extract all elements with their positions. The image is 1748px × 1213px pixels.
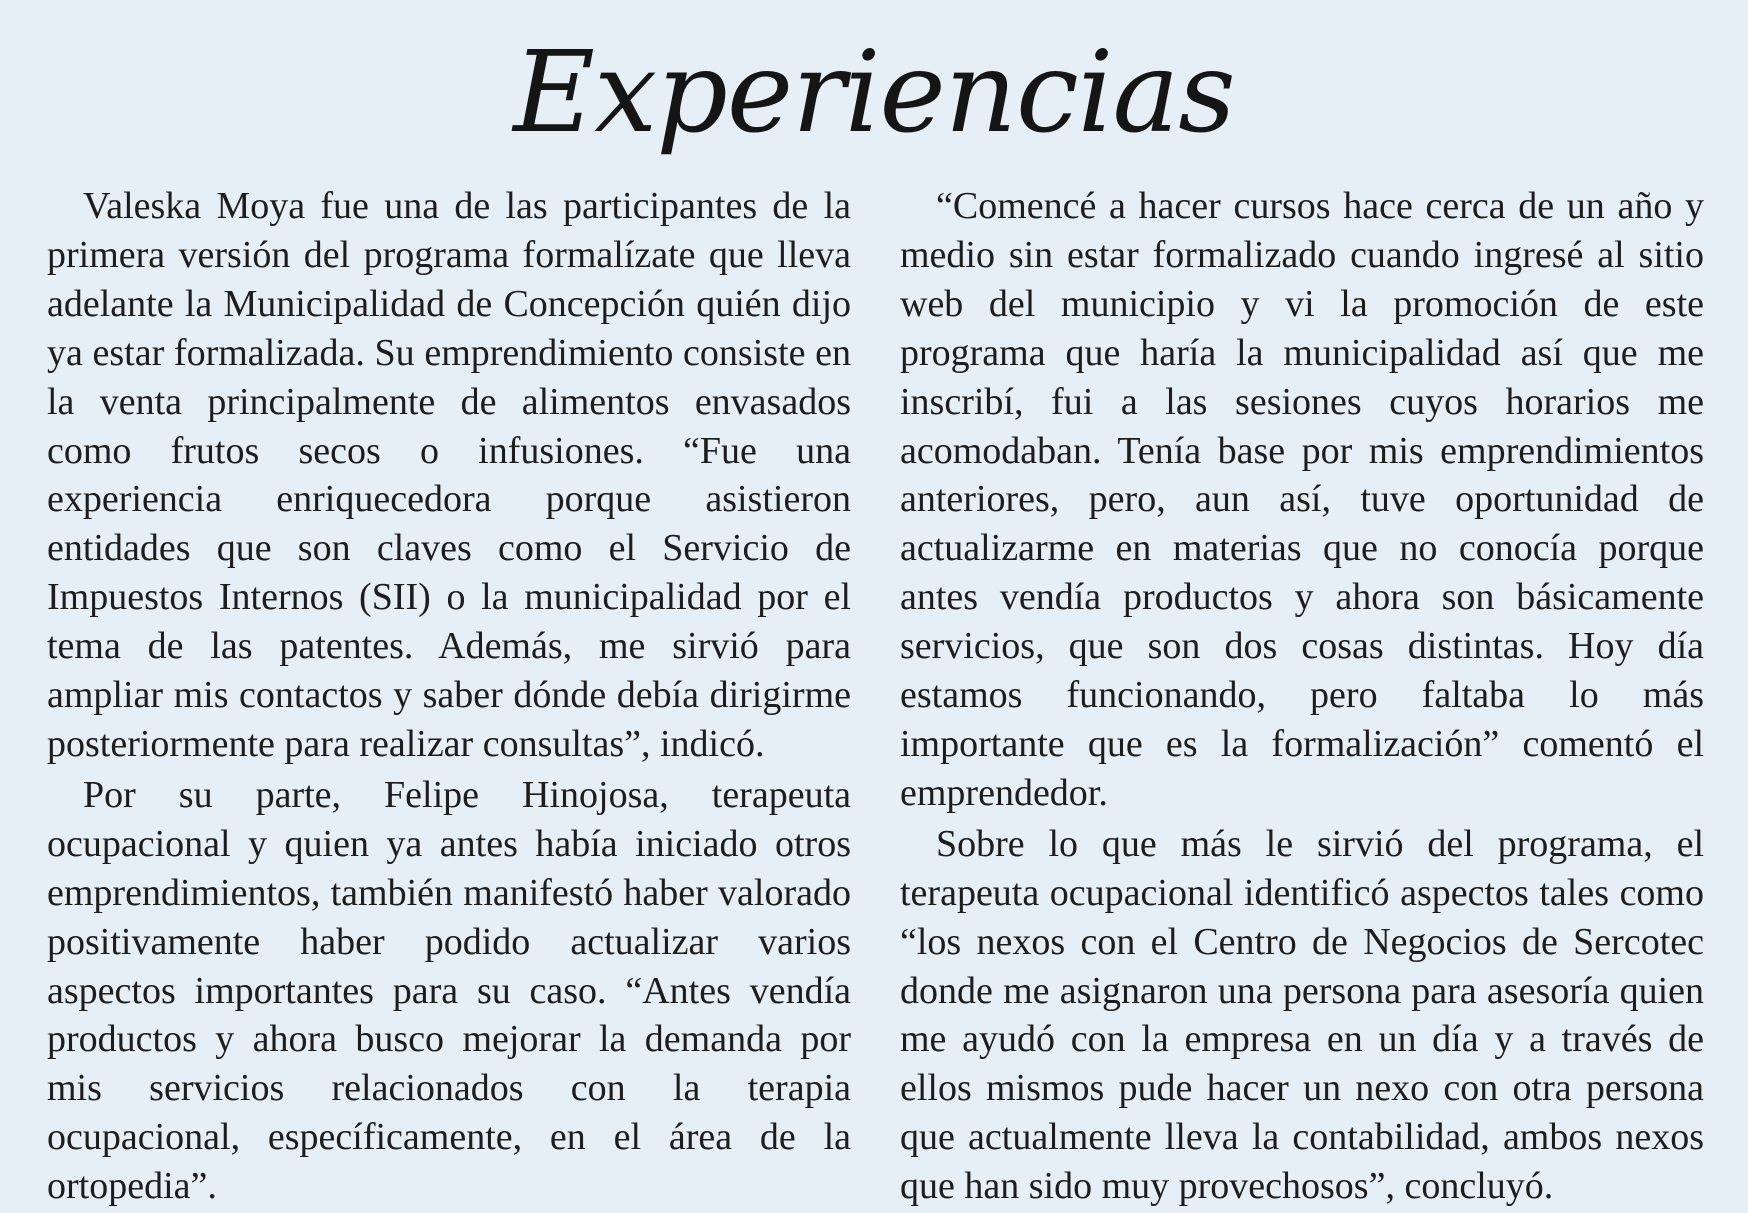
article-title: Experiencias bbox=[513, 28, 1235, 158]
left-paragraph-2: Por su parte, Felipe Hinojosa, terapeuta ocupacional y quien ya antes había iniciado otros emprendimientos, también manifestó haber valorado positivamente haber podido actualizar varios aspectos importantes para su caso. “Antes vendía productos y ahora busco mejorar la demanda por mis servicios relacionados con la terapia ocupacional, específicamente, en el área de la ortopedia”. bbox=[47, 773, 851, 1208]
right-paragraph-1: “Comencé a hacer cursos hace cerca de un año y medio sin estar formalizado cuando ingresé al sitio web del municipio y vi la promoción de este programa que haría la municipalidad así que me inscribí, fui a las sesiones cuyos horarios me acomodaban. Tenía base por mis emprendimientos anteriores, pero, aun así, tuve oportunidad de actualizarme en materias que no conocía porque antes vendía productos y ahora son básicamente servicios, que son dos cosas distintas. Hoy día estamos funcionando, pero faltaba lo más importante que es la formalización” comentó el emprendedor. bbox=[900, 185, 1704, 814]
left-column bbox=[47, 182, 851, 1213]
left-paragraph-1: Valeska Moya fue una de las participantes de la primera versión del programa formalízate que lleva adelante la Municipalidad de Concepción quién dijo ya estar formalizada. Su emprendimiento consiste en la venta principalmente de alimentos envasados como frutos secos o infusiones. “Fue una experiencia enriquecedora porque asistieron entidades que son claves como el Servicio de Impuestos Internos (SII) o la municipalidad por el tema de las patentes. Además, me sirvió para ampliar mis contactos y saber dónde debía dirigirme posteriormente para realizar consultas”, indicó. bbox=[47, 185, 851, 765]
right-paragraph-2: Sobre lo que más le sirvió del programa, el terapeuta ocupacional identificó aspectos tales como “los nexos con el Centro de Negocios de Sercotec donde me asignaron una persona para asesoría quien me ayudó con la empresa en un día y a través de ellos mismos pude hacer un nexo con otra persona que actualmente lleva la contabilidad, ambos nexos que han sido muy provechosos”, concluyó. bbox=[900, 822, 1704, 1208]
right-column bbox=[900, 182, 1704, 1213]
